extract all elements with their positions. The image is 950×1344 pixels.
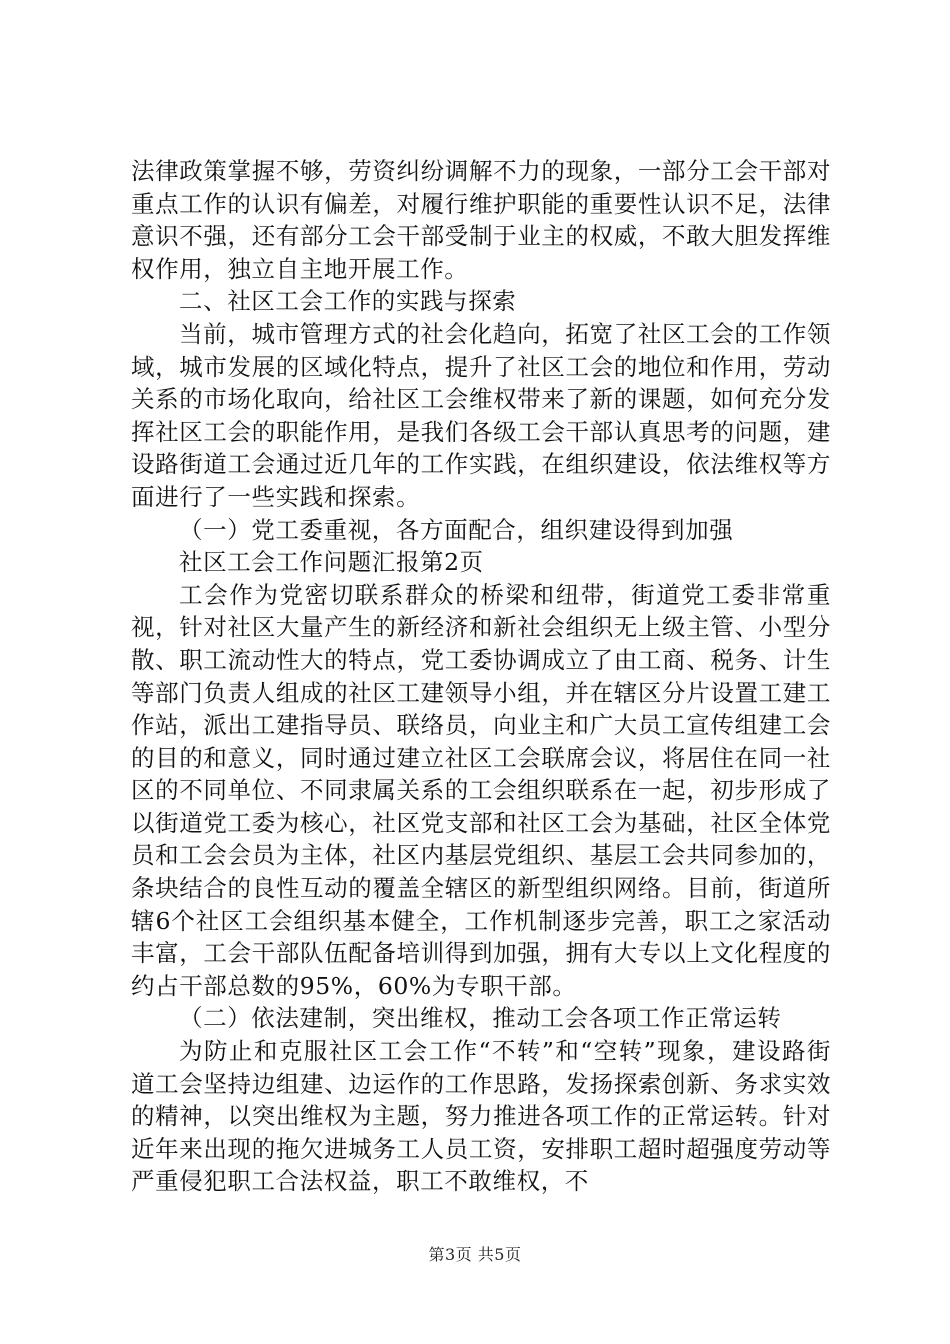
page-footer: 第3页 共5页 bbox=[428, 1245, 522, 1264]
body-paragraph: 工会作为党密切联系群众的桥梁和纽带，街道党工委非常重视，针对社区大量产生的新经济和新社会组织无上级主管、小型分散、职工流动性大的特点，党工委协调成立了由工商、税务、计生等部门负责人组成的社区工建领导小组，并在辖区分片设置工建工作站，派出工建指导员、联络员，向业主和广大员工宣传组建工会的目的和意义，同时通过建立社区工会联席会议，将居住在同一社区的不同单位、不同隶属关系的工会组织联系在一起，初步形成了以街道党工委为核心，社区党支部和社区工会为基础，社区全体党员和工会会员为主体，社区内基层党组织、基层工会共同参加的，条块结合的良性互动的覆盖全辖区的新型组织网络。目前，街道所辖6个社区工会组织基本健全，工作机制逐步完善，职工之家活动丰富，工会干部队伍配备培训得到加强，拥有大专以上文化程度的约占干部总数的95%，60%为专职干部。 bbox=[131, 580, 831, 1000]
subsection-heading: （二）依法建制，突出维权，推动工会各项工作正常运转 bbox=[179, 1004, 782, 1033]
document-body bbox=[131, 155, 831, 1198]
body-paragraph: 为防止和克服社区工会工作“不转”和“空转”现象，建设路街道工会坚持边组建、边运作的工作思路，发扬探索创新、务求实效的精神，以突出维权为主题，努力推进各项工作的正常运转。针对近年来出现的拖欠进城务工人员工资，安排职工超时超强度劳动等严重侵犯职工合法权益，职工不敢维权，不 bbox=[131, 1037, 831, 1196]
section-heading: 二、社区工会工作的实践与探索 bbox=[179, 287, 517, 316]
subsection-heading: （一）党工委重视，各方面配合，组织建设得到加强 bbox=[179, 515, 734, 544]
page-continuation-note: 社区工会工作问题汇报第2页 bbox=[179, 548, 484, 577]
body-paragraph: 当前，城市管理方式的社会化趋向，拓宽了社区工会的工作领域，城市发展的区域化特点，提升了社区工会的地位和作用，劳动关系的市场化取向，给社区工会维权带来了新的课题，如何充分发挥社区工会的职能作用，是我们各级工会干部认真思考的问题，建设路街道工会通过近几年的工作实践，在组织建设，依法维权等方面进行了一些实践和探索。 bbox=[131, 319, 831, 511]
body-paragraph: 法律政策掌握不够，劳资纠纷调解不力的现象，一部分工会干部对重点工作的认识有偏差，对履行维护职能的重要性认识不足，法律意识不强，还有部分工会干部受制于业主的权威，不敢大胆发挥维权作用，独立自主地开展工作。 bbox=[131, 157, 831, 283]
